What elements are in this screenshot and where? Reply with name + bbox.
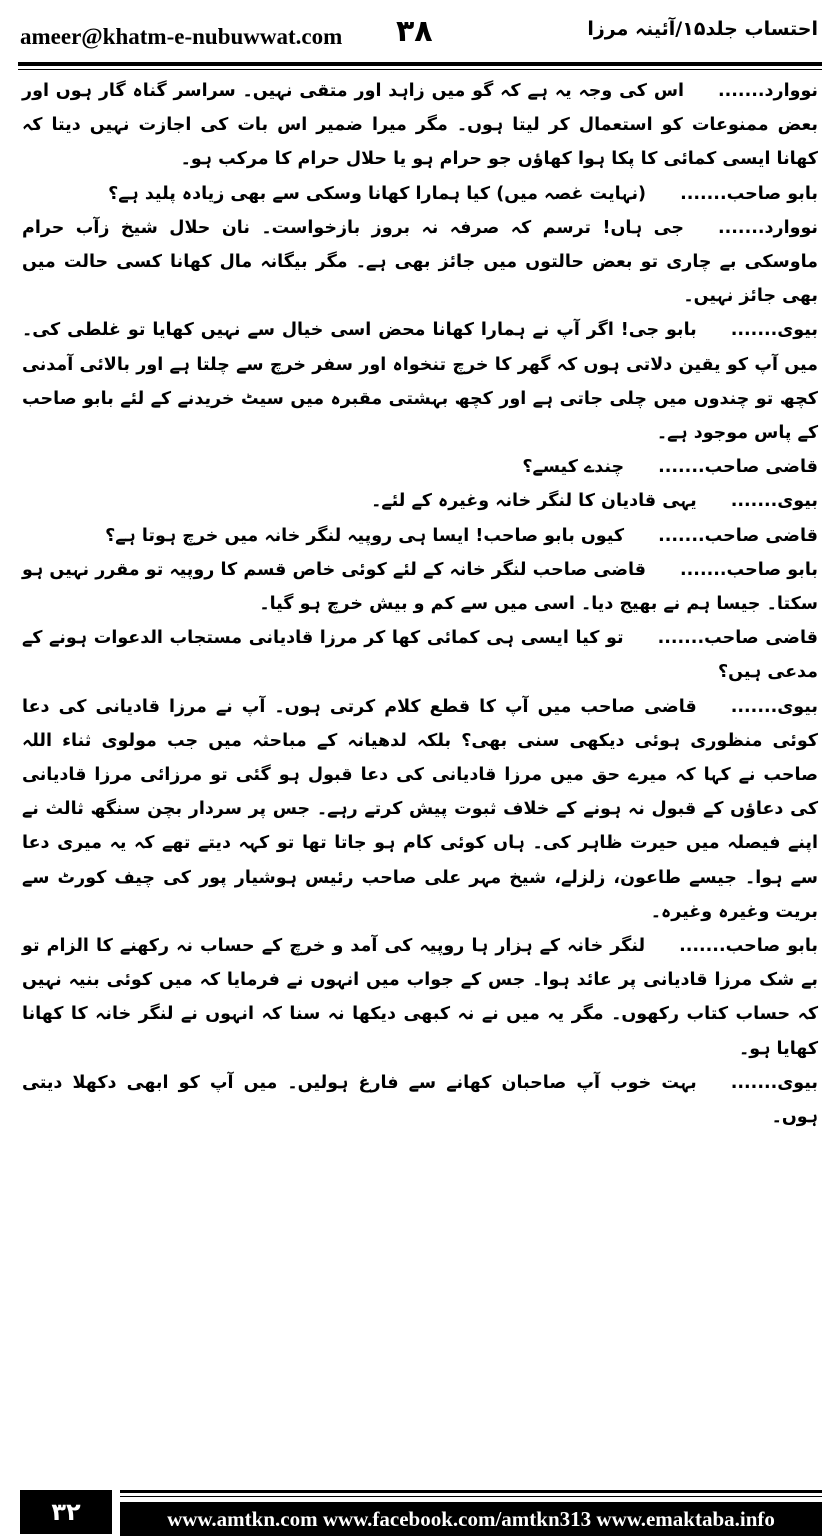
paragraph-text: یہی قادیان کا لنگر خانہ وغیرہ کے لئے۔ <box>371 491 697 512</box>
paragraph-text: قاضی صاحب لنگر خانہ کے لئے کوئی خاص قسم کا روپیہ تو مقرر نہیں ہو سکتا۔ جیسا ہم نے بھیج دیا۔ اسی میں سے کم و بیش خرچ ہو گیا۔ <box>22 559 818 615</box>
paragraph <box>22 313 818 450</box>
paragraph-text: قاضی صاحب میں آپ کا قطع کلام کرتی ہوں۔ آپ نے مرزا قادیانی کی دعا کوئی منظوری ہوئی دیکھی سنی بھی؟ بلکہ لدھیانہ کے مباحثہ میں جب مولوی ثناء اللہ صاحب نے کہا کہ میرے حق میں مرزا قادیانی کی دعا قبول ہو گئی تو مرزائی مرزا قادیانی کی دعاؤں کے قبول نہ ہونے کے خلاف ثبوت پیش کرتے رہے۔ جس پر سردار بچن سنگھ ثالث نے اپنے فیصلہ میں حیرت ظاہر کی۔ ہاں کوئی کام ہو جاتا تھا تو کہہ دیتے تھے کہ یہ میری دعا سے ہوا۔ جیسے طاعون، زلزلے، شیخ مہر علی صاحب رئیس ہوشیار پور کی چیف کورٹ سے بریت وغیرہ وغیرہ۔ <box>22 696 818 922</box>
header-page-number: ۳۸ <box>396 14 433 49</box>
paragraph <box>22 74 818 177</box>
paragraph <box>22 211 818 314</box>
paragraph <box>22 484 818 518</box>
footer-page-number: ۳۲ <box>20 1490 112 1534</box>
page-body <box>22 74 818 1476</box>
speaker-label: بیوی....... <box>730 320 818 341</box>
paragraph-text: تو کیا ایسی ہی کمائی کھا کر مرزا قادیانی مستجاب الدعوات ہونے کے مدعی ہیں؟ <box>22 628 818 683</box>
speaker-label: بیوی....... <box>730 696 818 717</box>
paragraph <box>22 1066 818 1134</box>
paragraph-text: اس کی وجہ یہ ہے کہ گو میں زاہد اور متقی نہیں۔ سراسر گناہ گار ہوں اور بعض ممنوعات کو استعمال کر لیتا ہوں۔ مگر میرا ضمیر اس بات کی اجازت نہیں دیتا کہ کھانا ایسی کمائی کا پکا ہوا کھاؤں جو حرام ہو یا حلال حرام کا مرکب ہو۔ <box>22 81 818 170</box>
speaker-label: نووارد....... <box>717 81 818 101</box>
speaker-label: قاضی صاحب....... <box>658 457 818 478</box>
paragraph <box>22 929 818 1066</box>
paragraph-text: لنگر خانہ کے ہزار ہا روپیہ کی آمد و خرچ کے حساب نہ رکھنے کا الزام تو بے شک مرزا قادیانی پر عائد ہوا۔ جس کے جواب میں انہوں نے فرمایا کہ میں کوئی بنیہ نہیں کہ حساب کتاب رکھوں۔ مگر یہ میں نے نہ کبھی دیکھا نہ سنا کہ انہوں نے لنگر خانہ کا کھانا کھایا ہو۔ <box>22 936 818 1059</box>
paragraph <box>22 177 818 211</box>
paragraph-text: چندے کیسے؟ <box>522 457 625 478</box>
footer-urls: www.amtkn.com www.facebook.com/amtkn313 www.emaktaba.info <box>120 1502 822 1536</box>
page-header <box>0 0 840 62</box>
paragraph <box>22 519 818 553</box>
footer-rule <box>120 1490 822 1493</box>
paragraph-text: بہت خوب آپ صاحبان کھانے سے فارغ ہولیں۔ میں آپ کو ابھی دکھلا دیتی ہوں۔ <box>22 1072 818 1128</box>
header-book-title: احتساب جلد۱۵/آئینہ مرزا <box>587 18 818 40</box>
header-email: ameer@khatm-e-nubuwwat.com <box>20 24 343 49</box>
speaker-label: بیوی....... <box>730 1072 818 1093</box>
paragraph-text: کیوں بابو صاحب! ایسا ہی روپیہ لنگر خانہ میں خرچ ہوتا ہے؟ <box>105 525 625 546</box>
paragraph <box>22 450 818 484</box>
header-rule <box>18 62 822 66</box>
speaker-label: نووارد....... <box>717 217 818 238</box>
speaker-label: بابو صاحب....... <box>680 183 818 204</box>
paragraph <box>22 621 818 689</box>
speaker-label: بابو صاحب....... <box>679 936 818 957</box>
speaker-label: بیوی....... <box>730 491 818 512</box>
paragraph-text: جی ہاں! ترسم کہ صرفہ نہ بروز بازخواست۔ نان حلال شیخ زآب حرام ماوسکی بے چاری تو بعض حالتوں میں جائز بھی ہے۔ مگر بیگانہ مال کھانا کسی حالت میں بھی جائز نہیں۔ <box>22 217 818 307</box>
paragraph <box>22 690 818 929</box>
header-rule-thin <box>18 69 822 70</box>
footer-rule-thin <box>120 1496 822 1497</box>
speaker-label: بابو صاحب....... <box>680 559 818 580</box>
paragraph-text: (نہایت غصہ میں) کیا ہمارا کھانا وسکی سے بھی زیادہ پلید ہے؟ <box>108 183 647 204</box>
speaker-label: قاضی صاحب....... <box>658 525 818 546</box>
paragraph-text: بابو جی! اگر آپ نے ہمارا کھانا محض اسی خیال سے نہیں کھایا تو غلطی کی۔ میں آپ کو یقین دلاتی ہوں کہ گھر کا خرچ تنخواہ اور سفر خرچ سے چلتا ہے اور بالائی آمدنی کچھ تو چندوں میں چلی جاتی ہے اور کچھ بہشتی مقبرہ میں سیٹ خریدنے کے لئے بابو صاحب کے پاس موجود ہے۔ <box>22 320 818 444</box>
paragraph <box>22 553 818 621</box>
speaker-label: قاضی صاحب....... <box>657 628 818 649</box>
